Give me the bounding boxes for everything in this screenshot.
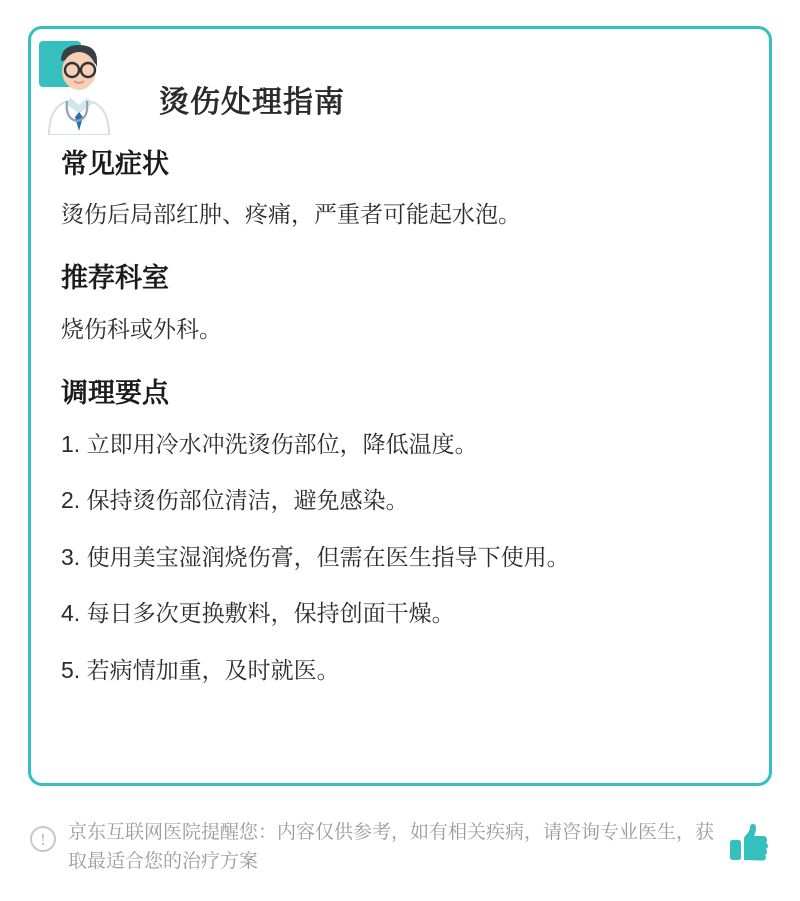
footer-disclaimer [30, 808, 770, 877]
list-item: 1. 立即用冷水冲洗烫伤部位，降低温度。 [61, 430, 478, 457]
list-item: 2. 保持烫伤部位清洁，避免感染。 [61, 487, 409, 514]
section-heading: 常见症状 [61, 149, 169, 179]
card-content [61, 147, 743, 713]
list-item: 4. 每日多次更换敷料，保持创面干燥。 [61, 600, 455, 627]
section-text: 烫伤后局部红肿、疼痛，严重者可能起水泡。 [61, 201, 521, 228]
doctor-avatar-icon [39, 39, 123, 135]
section-department [61, 261, 743, 345]
section-heading: 推荐科室 [61, 263, 169, 294]
section-care-steps [61, 376, 743, 688]
disclaimer-text: 京东互联网医院提醒您：内容仅供参考，如有相关疾病，请咨询专业医生，获取最适合您的治疗方案 [68, 822, 715, 873]
steps-list [61, 427, 743, 688]
section-text: 烧伤科或外科。 [61, 315, 222, 342]
page-title: 烫伤处理指南 [159, 86, 345, 119]
section-heading: 调理要点 [61, 377, 169, 408]
guide-card [28, 26, 772, 786]
list-item: 5. 若病情加重，及时就医。 [61, 656, 340, 683]
thumbs-up-icon[interactable] [726, 822, 770, 871]
list-item: 3. 使用美宝湿润烧伤膏，但需在医生指导下使用。 [61, 543, 570, 570]
info-circle-icon: ! [30, 826, 56, 852]
section-symptoms [61, 147, 743, 231]
